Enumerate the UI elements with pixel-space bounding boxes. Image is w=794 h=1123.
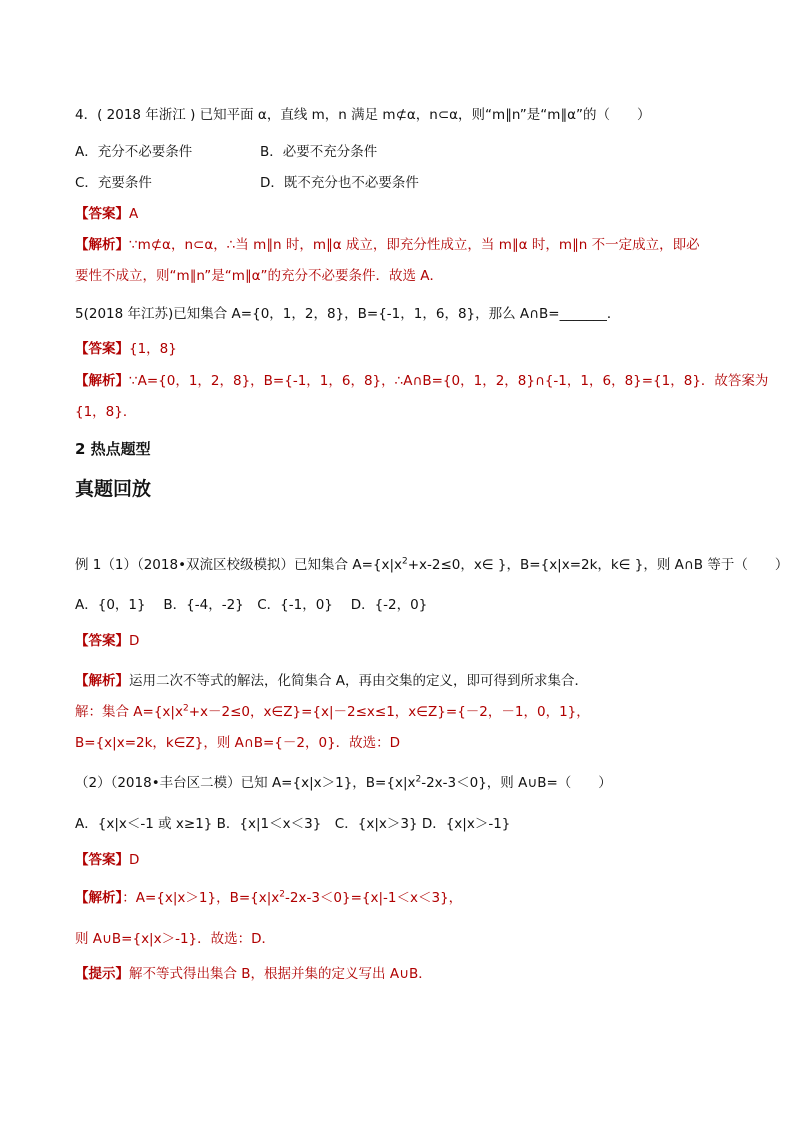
q4-option-d: D．既不充分也不必要条件 — [260, 175, 419, 191]
ex1-part1-sol1-b: +x－2≤0，x∈Z}={x|－2≤x≤1，x∈Z}={－2，－1，0，1}， — [188, 704, 590, 720]
superscript-2: 2 — [402, 556, 408, 567]
q4-answer — [75, 205, 138, 223]
ex1-part2-answer-label: 【答案】 — [75, 852, 129, 868]
ex1-part2-analysis-b: -2x-3＜0}={x|-1＜x＜3}， — [285, 890, 463, 906]
ex1-part1-solution-line1 — [75, 703, 590, 721]
ex1-part1-stem-a: 例 1（1）（2018•双流区校级模拟）已知集合 A={x|x — [75, 557, 402, 573]
ex1-part2-options: A．{x|x＜-1 或 x≥1} B．{x|1＜x＜3} C．{x|x＞3} D．{x|x＞-1} — [75, 816, 511, 832]
ex1-part2-hint-label: 【提示】 — [75, 966, 129, 982]
ex1-part2-solution: 则 A∪B={x|x＞-1}．故选：D． — [75, 931, 276, 947]
ex1-part2-stem-a: （2）（2018•丰台区二模）已知 A={x|x＞1}，B={x|x — [75, 775, 416, 791]
ex1-part1-answer — [75, 632, 139, 650]
ex1-part1-answer-value: D — [129, 633, 140, 649]
superscript-2: 2 — [182, 703, 189, 714]
section-subheading: 真题回放 — [75, 478, 152, 500]
q4-option-a: A．充分不必要条件 — [75, 144, 193, 160]
ex1-part2-stem-b: -2x-3＜0}，则 A∪B=（ ） — [421, 775, 612, 791]
q4-analysis-label: 【解析】 — [75, 237, 129, 253]
ex1-part2-answer — [75, 851, 139, 869]
ex1-part1-options: A．{0，1} B．{-4，-2} C．{-1，0} D．{-2，0} — [75, 597, 428, 613]
q5-stem: 5(2018 年江苏)已知集合 A={0，1，2，8}，B={-1，1，6，8}，那么 A∩B=_______． — [75, 306, 621, 322]
q5-answer — [75, 340, 177, 358]
section-heading: 2 热点题型 — [75, 440, 151, 458]
q5-analysis-line1 — [75, 372, 768, 390]
q4-option-c: C．充要条件 — [75, 175, 152, 191]
ex1-part1-analysis-text: 运用二次不等式的解法，化简集合 A，再由交集的定义，即可得到所求集合． — [129, 673, 589, 689]
ex1-part2-hint — [75, 965, 432, 983]
ex1-part1-stem — [75, 556, 788, 574]
q4-answer-label: 【答案】 — [75, 206, 129, 222]
q5-analysis-label: 【解析】 — [75, 373, 129, 389]
ex1-part1-stem-b: +x-2≤0，x∈ }，B={x|x=2k，k∈ }，则 A∩B 等于（ ） — [407, 557, 789, 573]
q4-analysis-text1: ∵m⊄α，n⊂α，∴当 m∥n 时，m∥α 成立，即充分性成立，当 m∥α 时，m∥n 不一定成立，即必 — [129, 237, 700, 253]
ex1-part2-answer-value: D — [129, 852, 140, 868]
ex1-part1-analysis — [75, 672, 588, 690]
ex1-part2-analysis-a: ：A={x|x＞1}，B={x|x — [122, 890, 280, 906]
ex1-part2-analysis-label: 【解析】 — [75, 890, 123, 906]
ex1-part1-answer-label: 【答案】 — [75, 633, 129, 649]
q4-stem: 4．( 2018 年浙江 ) 已知平面 α，直线 m，n 满足 m⊄α，n⊂α，则“m∥n”是“m∥α”的（ ） — [75, 107, 651, 123]
q4-option-b: B．必要不充分条件 — [260, 144, 378, 160]
ex1-part2-hint-text: 解不等式得出集合 B，根据并集的定义写出 A∪B． — [129, 966, 432, 982]
superscript-2: 2 — [415, 774, 422, 785]
ex1-part2-stem — [75, 774, 612, 792]
q4-analysis-line2: 要性不成立，则“m∥n”是“m∥α”的充分不必要条件．故选 A． — [75, 268, 444, 284]
superscript-2: 2 — [279, 889, 286, 900]
ex1-part1-sol1-a: 解：集合 A={x|x — [75, 704, 183, 720]
q5-answer-label: 【答案】 — [75, 341, 129, 357]
q5-analysis-line2: {1，8}． — [75, 404, 137, 420]
ex1-part2-analysis — [75, 889, 462, 907]
q5-analysis-text1: ∵A={0，1，2，8}，B={-1，1，6，8}，∴A∩B={0，1，2，8}∩{-1，1，6，8}={1，8}．故答案为 — [129, 373, 769, 389]
ex1-part1-solution-line2: B={x|x=2k，k∈Z}，则 A∩B={－2，0}．故选：D — [75, 735, 401, 751]
q4-answer-value: A — [129, 206, 139, 222]
q4-analysis-line1 — [75, 236, 700, 254]
ex1-part1-analysis-label: 【解析】 — [75, 673, 129, 689]
q5-answer-value: {1，8} — [129, 341, 177, 357]
